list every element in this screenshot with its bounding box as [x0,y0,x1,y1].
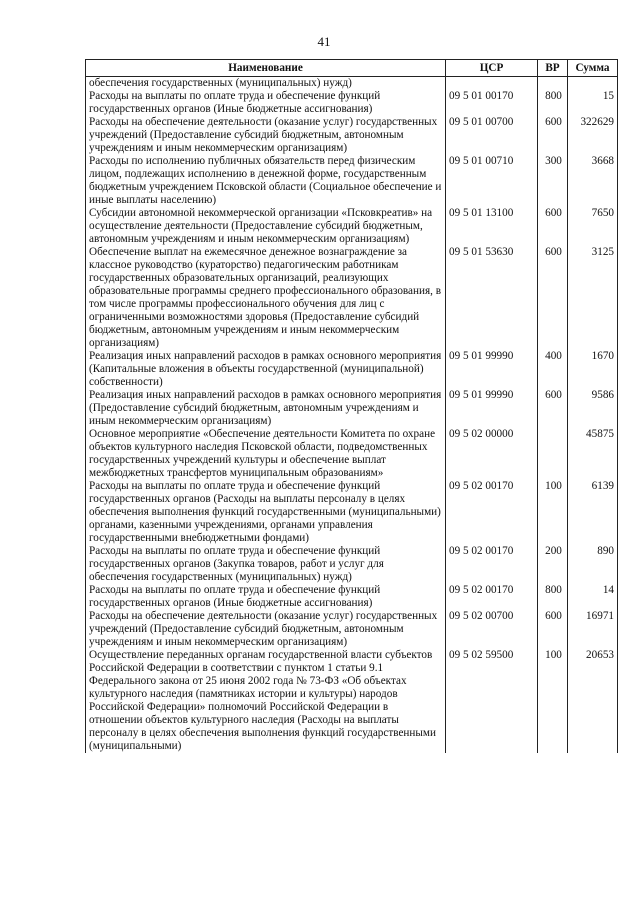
table-row [86,246,618,350]
row-name-cell: Расходы на обеспечение деятельности (оказание услуг) государственных учреждений (Предоставление субсидий бюджетным, автономным учреждениям и иным некоммерческим организациям) [86,610,446,649]
row-sum-cell: 3125 [568,246,618,350]
row-vr-cell: 100 [538,649,568,753]
header-row [86,60,618,77]
row-sum-cell: 1670 [568,350,618,389]
row-csr-cell: 09 5 01 00170 [446,90,538,116]
row-vr-cell: 600 [538,610,568,649]
row-name-cell: Субсидии автономной некоммерческой организации «Псковкреатив» на осуществление деятельности (Предоставление субсидий бюджетным, автономным учреждениям и иным некоммерческим организациям) [86,207,446,246]
row-csr-cell: 09 5 01 00710 [446,155,538,207]
row-csr-cell: 09 5 01 53630 [446,246,538,350]
row-name-cell: Расходы на выплаты по оплате труда и обеспечение функций государственных органов (Закупка товаров, работ и услуг для обеспечения государственных (муниципальных) нужд) [86,545,446,584]
row-name-cell: Основное мероприятие «Обеспечение деятельности Комитета по охране объектов культурного наследия Псковской области, подведомственных государственных учреждений культуры и обеспечение выплат межбюджетных трансфертов муниципальным образованиям» [86,428,446,480]
row-sum-cell: 3668 [568,155,618,207]
table-row [86,90,618,116]
row-name-cell: Осуществление переданных органам государственной власти субъектов Российской Федерации в соответствии с пунктом 1 статьи 9.1 Федерального закона от 25 июня 2002 года № 73-ФЗ «Об объектах культурного наследия (памятниках истории и культуры) народов Российской Федерации» полномочий Российской Федерации в отношении объектов культурного наследия (Расходы на выплаты персоналу в целях обеспечения выполнения функций государственными (муниципальными) [86,649,446,753]
table-row [86,207,618,246]
table-row [86,649,618,753]
row-csr-cell: 09 5 02 00700 [446,610,538,649]
row-csr-cell: 09 5 02 00170 [446,480,538,545]
row-vr-cell: 400 [538,350,568,389]
page-number: 41 [317,34,331,49]
budget-table [85,59,618,753]
row-csr-cell: 09 5 02 00170 [446,584,538,610]
row-vr-cell [538,77,568,91]
row-vr-cell: 600 [538,207,568,246]
row-csr-cell: 09 5 02 59500 [446,649,538,753]
row-sum-cell: 9586 [568,389,618,428]
row-vr-cell: 600 [538,116,568,155]
row-sum-cell: 20653 [568,649,618,753]
header-vr: ВР [538,60,568,77]
row-sum-cell [568,77,618,91]
row-sum-cell: 890 [568,545,618,584]
row-name-cell: Расходы на выплаты по оплате труда и обеспечение функций государственных органов (Расходы на выплаты персоналу в целях обеспечения выполнения функций государственными (муниципальными) органами, казенными учреждениями, органами управления государственными внебюджетными фондами) [86,480,446,545]
table-row [86,610,618,649]
table-row [86,480,618,545]
table-row [86,77,618,91]
table-row [86,116,618,155]
row-csr-cell: 09 5 01 00700 [446,116,538,155]
row-vr-cell: 800 [538,90,568,116]
row-vr-cell: 300 [538,155,568,207]
row-csr-cell: 09 5 01 99990 [446,350,538,389]
header-name: Наименование [86,60,446,77]
row-csr-cell: 09 5 02 00000 [446,428,538,480]
row-name-cell: Расходы по исполнению публичных обязательств перед физическим лицом, подлежащих исполнению в денежной форме, государственным бюджетным учреждением Псковской области (Социальное обеспечение и иные выплаты населению) [86,155,446,207]
row-name-cell: Расходы на выплаты по оплате труда и обеспечение функций государственных органов (Иные бюджетные ассигнования) [86,584,446,610]
row-sum-cell: 7650 [568,207,618,246]
row-vr-cell: 600 [538,246,568,350]
row-name-cell: Обеспечение выплат на ежемесячное денежное вознаграждение за классное руководство (кураторство) педагогическим работникам государственных образовательных организаций, реализующих образовательные программы среднего профессионального образования, в том числе программы профессионального обучения для лиц с ограниченными возможностями здоровья (Предоставление субсидий бюджетным, автономным учреждениям и иным некоммерческим организациям) [86,246,446,350]
header-sum: Сумма [568,60,618,77]
table-row [86,350,618,389]
row-name-cell: Реализация иных направлений расходов в рамках основного мероприятия (Капитальные вложения в объекты государственной (муниципальной) собственности) [86,350,446,389]
table-row [86,389,618,428]
table-row [86,584,618,610]
row-vr-cell: 800 [538,584,568,610]
row-sum-cell: 16971 [568,610,618,649]
row-name-cell: Расходы на обеспечение деятельности (оказание услуг) государственных учреждений (Предоставление субсидий бюджетным, автономным учреждениям и иным некоммерческим организациям) [86,116,446,155]
table-row [86,428,618,480]
row-csr-cell: 09 5 02 00170 [446,545,538,584]
row-vr-cell: 600 [538,389,568,428]
row-name-cell: Реализация иных направлений расходов в рамках основного мероприятия (Предоставление субсидий бюджетным, автономным учреждениям и иным некоммерческим организациям) [86,389,446,428]
table-header [86,60,618,77]
row-csr-cell [446,77,538,91]
row-sum-cell: 322629 [568,116,618,155]
row-sum-cell: 6139 [568,480,618,545]
row-sum-cell: 15 [568,90,618,116]
row-vr-cell: 200 [538,545,568,584]
row-sum-cell: 14 [568,584,618,610]
row-name-cell: Расходы на выплаты по оплате труда и обеспечение функций государственных органов (Иные бюджетные ассигнования) [86,90,446,116]
header-csr: ЦСР [446,60,538,77]
table-row [86,545,618,584]
row-csr-cell: 09 5 01 13100 [446,207,538,246]
row-vr-cell [538,428,568,480]
table-body [86,77,618,754]
row-name-cell: обеспечения государственных (муниципальных) нужд) [86,77,446,91]
row-vr-cell: 100 [538,480,568,545]
row-csr-cell: 09 5 01 99990 [446,389,538,428]
row-sum-cell: 45875 [568,428,618,480]
table-row [86,155,618,207]
